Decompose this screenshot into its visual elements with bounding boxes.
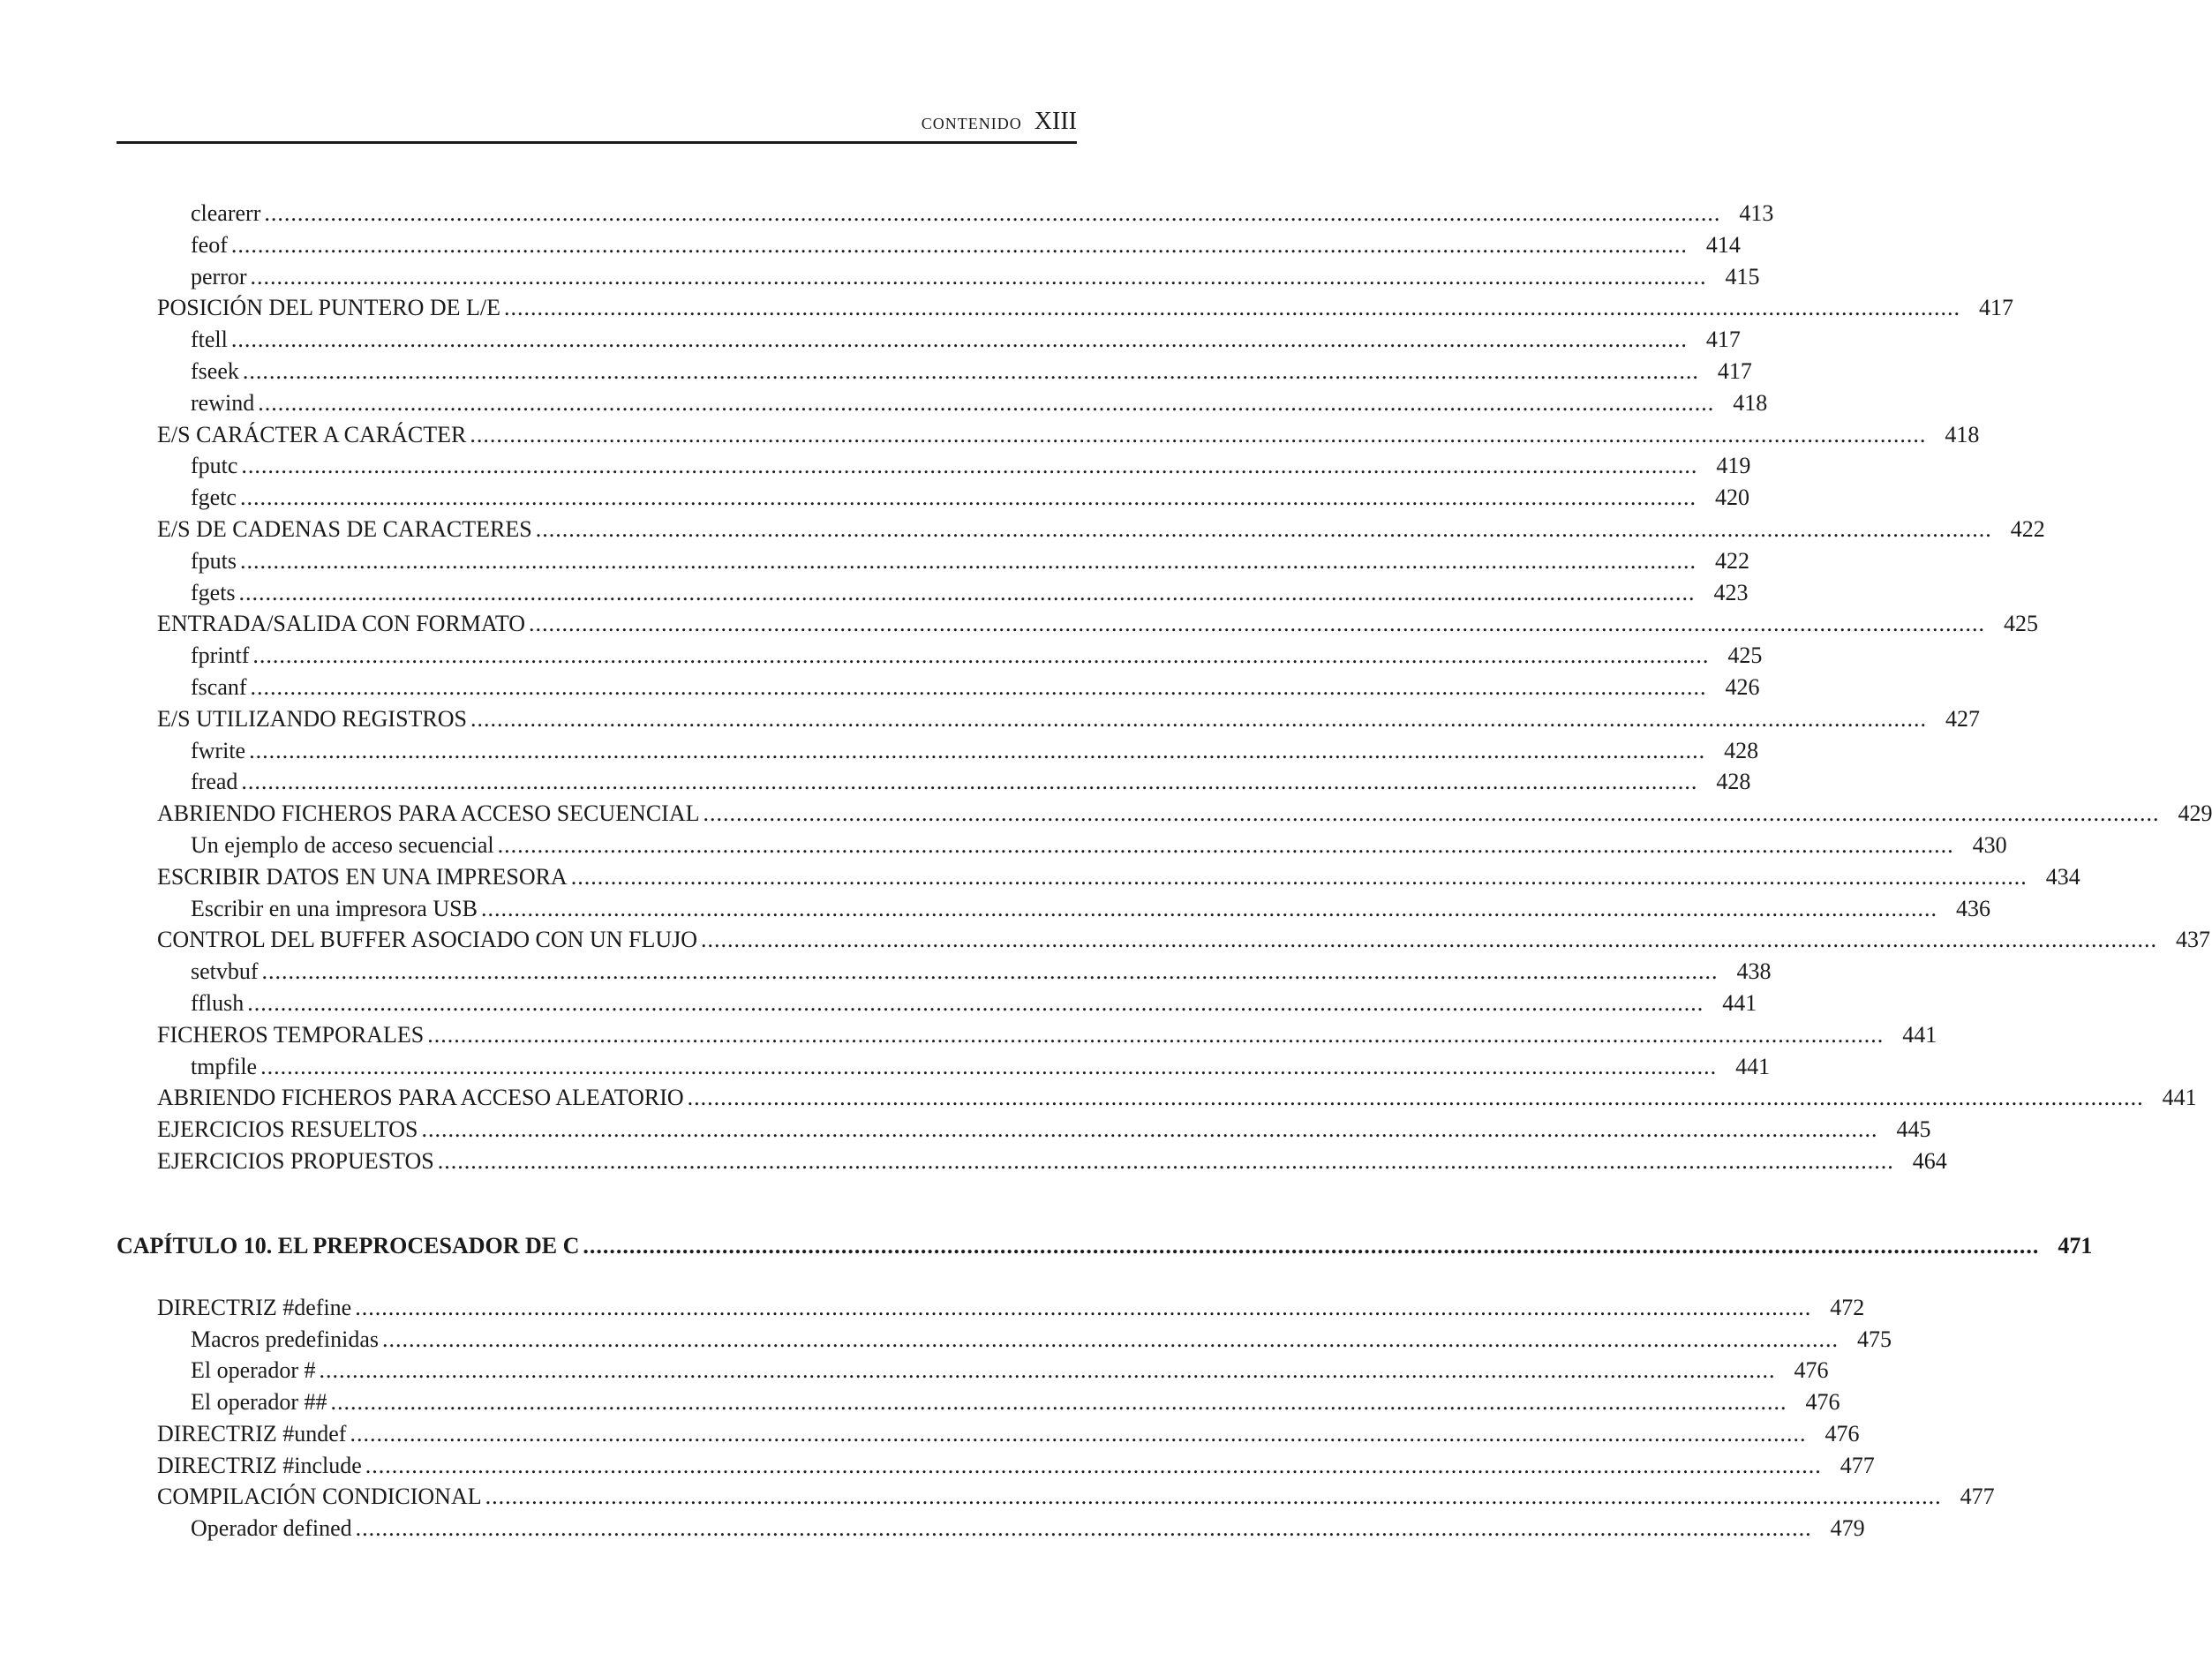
toc-entry[interactable] [117, 861, 2080, 893]
dot-leader: ............................................................................................................................................................................................................................ [330, 1389, 1787, 1416]
toc-entry-title: ABRIENDO FICHEROS PARA ACCESO SECUENCIAL [157, 800, 700, 827]
dot-leader: ............................................................................................................................................................................................................................ [529, 611, 1986, 637]
toc-entry[interactable] [117, 1513, 1865, 1544]
toc-entry-title: fseek [191, 357, 239, 384]
toc-entry-page: 427 [1945, 705, 1980, 732]
toc-entry[interactable] [117, 1292, 1865, 1324]
toc-entry-page: 425 [2004, 611, 2039, 637]
dot-leader: ............................................................................................................................................................................................................................ [240, 547, 1697, 574]
toc-entry-title: rewind [191, 389, 255, 416]
toc-entry-page: 429 [2178, 800, 2212, 827]
toc-entry-page: 428 [1724, 737, 1759, 763]
toc-entry[interactable] [117, 545, 1749, 577]
toc-entry[interactable] [117, 798, 2212, 830]
toc-entry[interactable] [117, 419, 1980, 451]
toc-entry[interactable] [117, 1051, 1771, 1083]
toc-entry[interactable] [117, 356, 1752, 387]
toc-entry[interactable] [117, 292, 2014, 324]
header-label: CONTENIDO [921, 115, 1022, 132]
toc-entry-page: 413 [1739, 200, 1774, 226]
toc-entry-title: EJERCICIOS PROPUESTOS [157, 1147, 434, 1174]
toc-entry-page: 423 [1713, 579, 1749, 605]
toc-entry-title: DIRECTRIZ #define [157, 1294, 352, 1320]
dot-leader: ............................................................................................................................................................................................................................ [421, 1116, 1878, 1143]
dot-leader: ............................................................................................................................................................................................................................ [427, 1021, 1885, 1048]
dot-leader: ............................................................................................................................................................................................................................ [238, 579, 1696, 605]
toc-entry-page: 477 [1840, 1452, 1875, 1478]
toc-entry-title: fgets [191, 579, 236, 605]
dot-leader: ............................................................................................................................................................................................................................ [470, 705, 1927, 732]
toc-entry[interactable] [117, 1481, 1995, 1513]
dot-leader: ............................................................................................................................................................................................................................ [249, 737, 1706, 763]
toc-entry[interactable] [117, 324, 1741, 356]
toc-entry[interactable] [117, 198, 1774, 229]
toc-entry[interactable] [117, 514, 2045, 545]
section-gap [117, 1264, 1072, 1292]
dot-leader: ............................................................................................................................................................................................................................ [485, 1484, 1942, 1510]
toc-entry[interactable] [117, 766, 1751, 798]
toc-entry[interactable] [117, 893, 1990, 925]
toc-entry-title: tmpfile [191, 1053, 258, 1079]
toc-entry[interactable] [117, 956, 1772, 988]
toc-entry[interactable] [117, 1019, 1937, 1051]
dot-leader: ............................................................................................................................................................................................................................ [258, 389, 1715, 416]
toc-entry-title: EJERCICIOS RESUELTOS [157, 1116, 418, 1143]
toc-entry[interactable] [117, 672, 1760, 703]
toc-entry-title: E/S UTILIZANDO REGISTROS [157, 705, 467, 732]
dot-leader: ............................................................................................................................................................................................................................ [350, 1420, 1807, 1446]
dot-leader: ............................................................................................................................................................................................................................ [355, 1294, 1812, 1320]
dot-leader: ............................................................................................................................................................................................................................ [583, 1232, 2040, 1259]
dot-leader: ............................................................................................................................................................................................................................ [535, 515, 1992, 542]
dot-leader: ............................................................................................................................................................................................................................ [497, 831, 1954, 858]
toc-entry-title: E/S CARÁCTER A CARÁCTER [157, 421, 467, 447]
toc-entry-page: 414 [1705, 231, 1741, 258]
dot-leader: ............................................................................................................................................................................................................................ [480, 895, 1937, 921]
toc-entry[interactable] [117, 1114, 1931, 1146]
toc-entry[interactable] [117, 735, 1759, 767]
toc-entry[interactable] [117, 577, 1749, 609]
toc-entry[interactable] [117, 1386, 1840, 1418]
toc-entry-title: Macros predefinidas [191, 1326, 379, 1352]
dot-leader: ............................................................................................................................................................................................................................ [701, 927, 2158, 953]
dot-leader: ............................................................................................................................................................................................................................ [250, 673, 1707, 700]
toc-entry-page: 428 [1716, 769, 1751, 795]
toc-entry-title: ENTRADA/SALIDA CON FORMATO [157, 611, 526, 637]
toc-entry-title: ABRIENDO FICHEROS PARA ACCESO ALEATORIO [157, 1085, 684, 1111]
toc-entry-title: POSICIÓN DEL PUNTERO DE L/E [157, 295, 501, 321]
toc-entry-page: 417 [1705, 327, 1741, 353]
toc-entry-title: CONTROL DEL BUFFER ASOCIADO CON UN FLUJO [157, 927, 698, 953]
toc-entry[interactable] [117, 703, 1980, 735]
dot-leader: ............................................................................................................................................................................................................................ [319, 1357, 1776, 1384]
toc-entry-page: 475 [1856, 1326, 1892, 1352]
toc-entry-title: fflush [191, 989, 245, 1016]
toc-entry[interactable] [117, 1355, 1829, 1386]
toc-entry-page: 426 [1725, 673, 1760, 700]
toc-entry[interactable] [117, 924, 2211, 956]
toc-entry-page: 464 [1912, 1147, 1947, 1174]
chapter-title: CAPÍTULO 10. EL PREPROCESADOR DE C [117, 1232, 580, 1259]
toc-entry-page: 419 [1716, 453, 1751, 479]
toc-entry-title: ESCRIBIR DATOS EN UNA IMPRESORA [157, 863, 568, 890]
toc-entry[interactable] [117, 1450, 1875, 1482]
toc-entry[interactable] [117, 830, 2007, 861]
dot-leader: ............................................................................................................................................................................................................................ [247, 989, 1704, 1016]
toc-entry-page: 477 [1960, 1484, 1995, 1510]
header-page-number: XIII [1034, 108, 1077, 135]
toc-entry-page: 434 [2045, 863, 2080, 890]
toc-entry[interactable] [117, 1146, 1947, 1177]
dot-leader: ............................................................................................................................................................................................................................ [355, 1515, 1812, 1542]
dot-leader: ............................................................................................................................................................................................................................ [241, 769, 1698, 795]
toc-entry-title: COMPILACIÓN CONDICIONAL [157, 1484, 482, 1510]
toc-entry-title: Un ejemplo de acceso secuencial [191, 831, 494, 858]
toc-entry-page: 425 [1727, 642, 1763, 669]
dot-leader: ............................................................................................................................................................................................................................ [470, 421, 1927, 447]
toc-entry[interactable] [117, 1418, 1860, 1450]
dot-leader: ............................................................................................................................................................................................................................ [570, 863, 2028, 890]
toc-entry-page: 441 [1902, 1021, 1937, 1048]
dot-leader: ............................................................................................................................................................................................................................ [437, 1147, 1894, 1174]
toc-entry[interactable] [117, 1082, 2197, 1114]
toc-entry-page: 445 [1896, 1116, 1931, 1143]
toc-entry[interactable] [117, 1324, 1892, 1356]
toc-entry-title: DIRECTRIZ #undef [157, 1420, 347, 1446]
dot-leader: ............................................................................................................................................................................................................................ [239, 485, 1697, 511]
toc-entry[interactable] [117, 450, 1751, 482]
toc-entry[interactable] [117, 482, 1749, 514]
dot-leader: ............................................................................................................................................................................................................................ [381, 1326, 1839, 1352]
dot-leader: ............................................................................................................................................................................................................................ [261, 958, 1719, 985]
dot-leader: ............................................................................................................................................................................................................................ [687, 1085, 2144, 1111]
toc-section-2 [117, 1292, 1995, 1544]
dot-leader: ............................................................................................................................................................................................................................ [230, 231, 1688, 258]
toc-entry-title: fputc [191, 453, 238, 479]
toc-entry-page: 472 [1830, 1294, 1865, 1320]
toc-entry-page: 415 [1725, 263, 1760, 289]
dot-leader: ............................................................................................................................................................................................................................ [250, 263, 1707, 289]
toc-entry-title: El operador # [191, 1357, 316, 1384]
toc-entry-title: E/S DE CADENAS DE CARACTERES [157, 515, 532, 542]
toc-entry-page: 438 [1736, 958, 1772, 985]
toc-entry-page: 417 [1717, 357, 1752, 384]
toc-entry-page: 441 [1735, 1053, 1771, 1079]
toc-entry-title: feof [191, 231, 228, 258]
toc-entry-title: fgetc [191, 485, 237, 511]
dot-leader: ............................................................................................................................................................................................................................ [242, 357, 1699, 384]
toc-entry[interactable] [117, 988, 1757, 1019]
toc-entry-title: fwrite [191, 737, 246, 763]
toc-chapter-entry[interactable] [117, 1228, 2093, 1264]
toc-entry-title: fprintf [191, 642, 250, 669]
toc-entry-page: 479 [1830, 1515, 1865, 1542]
toc-entry-title: Operador defined [191, 1515, 352, 1542]
toc-entry-page: 418 [1945, 421, 1980, 447]
toc-entry-title: El operador ## [191, 1389, 327, 1416]
toc-entry-title: perror [191, 263, 247, 289]
chapter-page: 471 [2058, 1232, 2093, 1259]
toc-entry-page: 422 [1715, 547, 1749, 574]
toc-entry-page: 476 [1794, 1357, 1829, 1384]
dot-leader: ............................................................................................................................................................................................................................ [241, 453, 1698, 479]
toc-entry-page: 422 [2010, 515, 2045, 542]
toc-section-1 [117, 198, 2212, 1177]
toc-entry-page: 476 [1825, 1420, 1860, 1446]
running-header [117, 108, 1077, 144]
table-of-contents [117, 198, 2212, 1544]
dot-leader: ............................................................................................................................................................................................................................ [260, 1053, 1718, 1079]
toc-entry-title: ftell [191, 327, 228, 353]
toc-entry-title: FICHEROS TEMPORALES [157, 1021, 425, 1048]
toc-entry-page: 436 [1955, 895, 1990, 921]
toc-entry[interactable] [117, 640, 1763, 672]
section-gap [117, 1177, 1072, 1228]
toc-entry-page: 437 [2176, 927, 2211, 953]
toc-entry-page: 418 [1733, 389, 1768, 416]
dot-leader: ............................................................................................................................................................................................................................ [703, 800, 2160, 827]
toc-entry-page: 420 [1714, 485, 1749, 511]
toc-entry[interactable] [117, 229, 1741, 261]
dot-leader: ............................................................................................................................................................................................................................ [230, 327, 1688, 353]
toc-entry-title: Escribir en una impresora USB [191, 895, 478, 921]
toc-entry-title: fread [191, 769, 238, 795]
toc-entry-page: 441 [2162, 1085, 2197, 1111]
toc-entry-page: 417 [1979, 295, 2014, 321]
toc-entry-page: 430 [1972, 831, 2007, 858]
toc-entry-page: 441 [1722, 989, 1757, 1016]
dot-leader: ............................................................................................................................................................................................................................ [365, 1452, 1822, 1478]
dot-leader: ............................................................................................................................................................................................................................ [504, 295, 1961, 321]
toc-entry-title: fscanf [191, 673, 247, 700]
toc-entry-title: setvbuf [191, 958, 259, 985]
toc-entry-title: DIRECTRIZ #include [157, 1452, 362, 1478]
dot-leader: ............................................................................................................................................................................................................................ [264, 200, 1721, 226]
toc-entry[interactable] [117, 387, 1768, 419]
toc-entry[interactable] [117, 608, 2039, 640]
toc-entry[interactable] [117, 261, 1760, 293]
toc-entry-title: fputs [191, 547, 237, 574]
toc-entry-page: 476 [1805, 1389, 1840, 1416]
toc-entry-title: clearerr [191, 200, 261, 226]
dot-leader: ............................................................................................................................................................................................................................ [252, 642, 1710, 669]
